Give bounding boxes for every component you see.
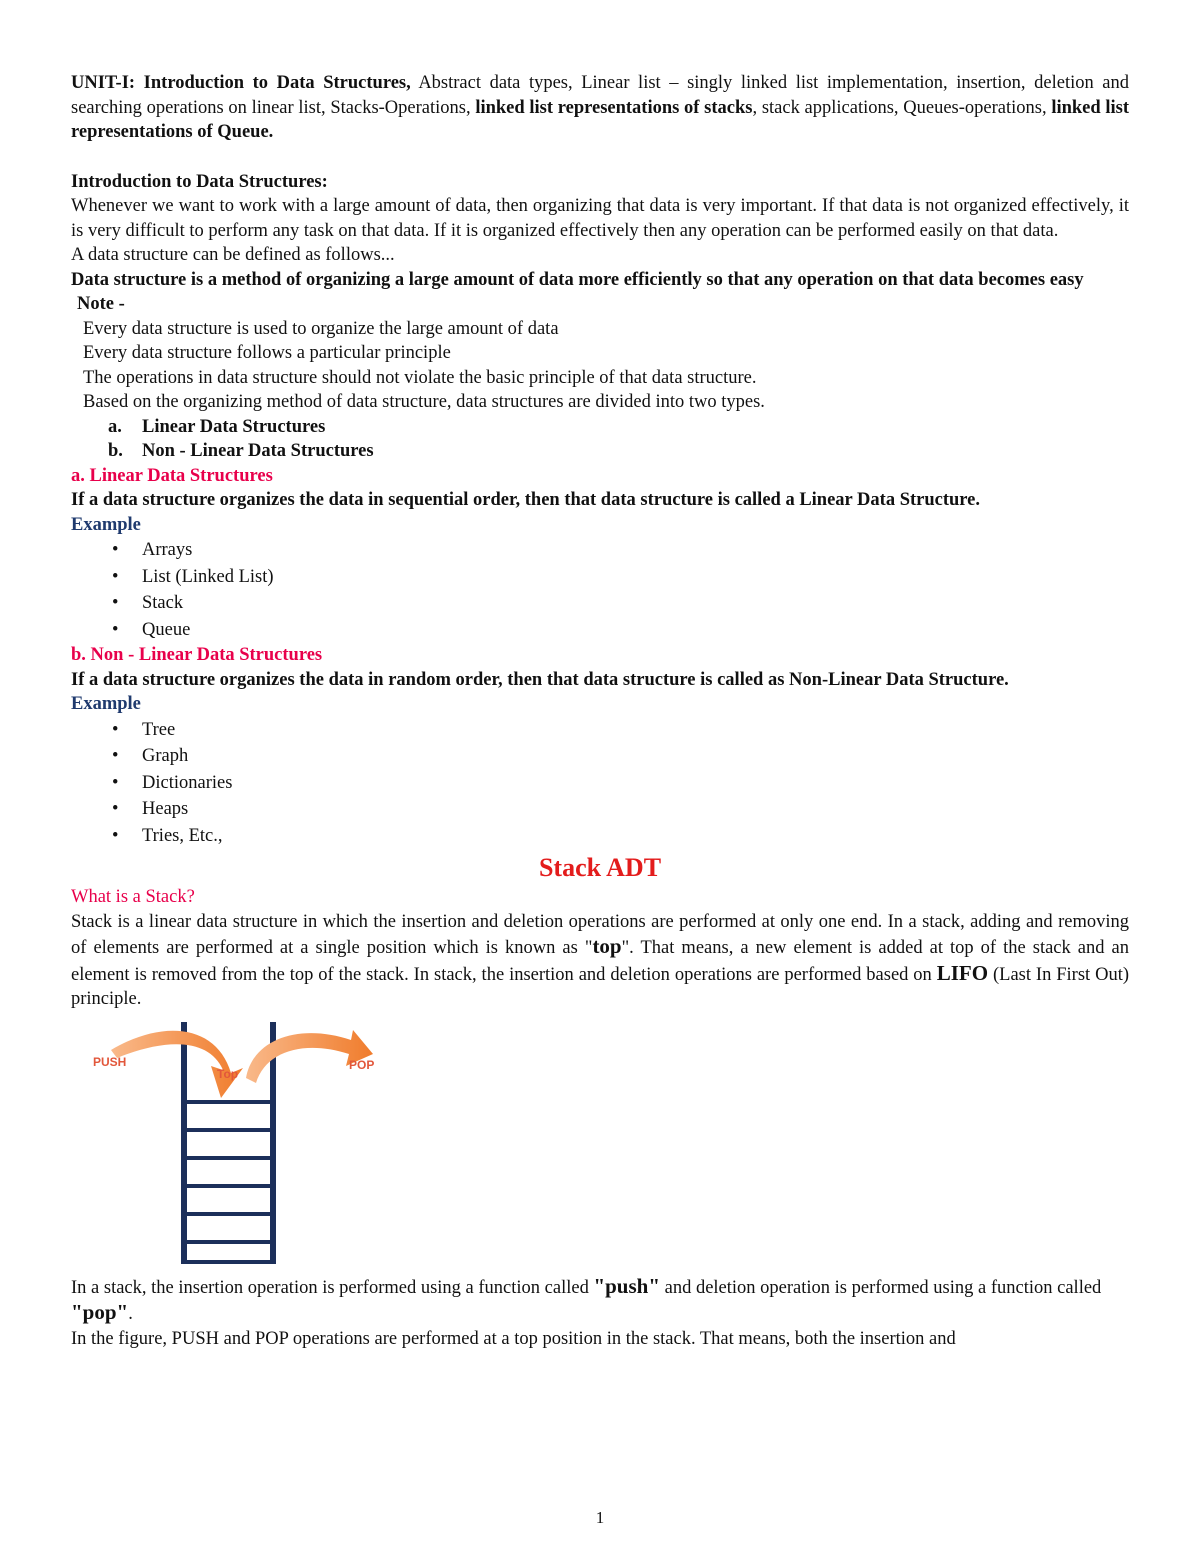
document-page bbox=[71, 71, 1129, 1351]
unit-bold-2: linked list representations of Queue. bbox=[71, 97, 1130, 142]
note-item-1: Every data structure is used to organize the large amount of data bbox=[83, 318, 559, 339]
push-pop-paragraph: In a stack, the insertion operation is performed using a function called "push" and deletion operation is performed using a function called "pop". bbox=[71, 1273, 1102, 1324]
unit-syllabus bbox=[71, 71, 1129, 145]
list-item: • List (Linked List) bbox=[142, 564, 1129, 591]
push-arrow-icon bbox=[111, 1030, 243, 1097]
push-label: PUSH bbox=[93, 1054, 127, 1069]
unit-label: UNIT-I: bbox=[71, 73, 136, 93]
unit-text-2: , stack applications, Queues-operations, bbox=[752, 97, 1052, 118]
ladder-left-rail bbox=[181, 1022, 187, 1262]
linear-definition: If a data structure organizes the data in sequential order, then that data structure is called a Linear Data Structure. bbox=[71, 490, 981, 510]
type-item-linear: a. Linear Data Structures bbox=[108, 416, 326, 437]
stack-adt-title: Stack ADT bbox=[538, 853, 662, 882]
note-item-4: Based on the organizing method of data structure, data structures are divided into two types. bbox=[83, 392, 765, 412]
figure-explanation: In the figure, PUSH and POP operations are performed at a top position in the stack. That means, both the insertion and bbox=[71, 1328, 956, 1349]
note-label: Note - bbox=[77, 294, 125, 314]
stack-paragraph: Stack is a linear data structure in which the insertion and deletion operations are performed at only one end. In a stack, adding and removing of elements are performed at a single position which is known as "top". That means, a new element is added at top of the stack and an element is removed from the top of the stack. In stack, the insertion and deletion operations are performed based on LIFO (Last In First Out) principle. bbox=[71, 911, 1129, 1009]
note-item-2: Every data structure follows a particular principle bbox=[83, 343, 451, 363]
stack-figure bbox=[71, 1018, 471, 1268]
stack-ladder-diagram bbox=[71, 1018, 471, 1268]
intro-heading: Introduction to Data Structures: bbox=[71, 171, 328, 192]
list-item: • Arrays bbox=[142, 537, 1129, 564]
unit-bold-1: linked list representations of stacks bbox=[475, 97, 753, 118]
pop-label: POP bbox=[349, 1057, 375, 1072]
stack-question: What is a Stack? bbox=[71, 887, 195, 907]
intro-define-line: A data structure can be defined as follows... bbox=[71, 245, 395, 265]
page-number: 1 bbox=[595, 1508, 605, 1527]
linear-examples-list bbox=[71, 537, 1129, 643]
list-item: • Tries, Etc., bbox=[142, 823, 1129, 850]
list-item: • Tree bbox=[142, 717, 1129, 744]
lifo-keyword: LIFO bbox=[936, 960, 989, 985]
list-item: • Queue bbox=[142, 617, 1129, 644]
nonlinear-definition: If a data structure organizes the data in random order, then that data structure is called as Non-Linear Data Structure. bbox=[71, 669, 1009, 690]
pop-keyword: "pop" bbox=[71, 1300, 129, 1324]
list-item: • Dictionaries bbox=[142, 770, 1129, 797]
push-keyword: "push" bbox=[593, 1273, 660, 1298]
list-item: • Heaps bbox=[142, 796, 1129, 823]
list-item: • Graph bbox=[142, 743, 1129, 770]
types-list bbox=[71, 415, 1129, 464]
data-structure-definition: Data structure is a method of organizing a large amount of data more efficiently so that any operation on that data becomes easy bbox=[71, 269, 1084, 290]
linear-example-label: Example bbox=[71, 514, 141, 535]
nonlinear-examples-list bbox=[71, 717, 1129, 850]
pop-arrow-icon bbox=[246, 1030, 373, 1083]
nonlinear-example-label: Example bbox=[71, 694, 141, 714]
intro-paragraph: Whenever we want to work with a large amount of data, then organizing that data is very important. If that data is not organized effectively, it is very difficult to perform any task on that data. If it is organized effectively then any operation can be performed easily on that data. bbox=[71, 196, 1129, 241]
nonlinear-heading: b. Non - Linear Data Structures bbox=[71, 645, 323, 665]
type-item-nonlinear: b. Non - Linear Data Structures bbox=[108, 441, 374, 461]
ladder-rungs bbox=[181, 1100, 276, 1264]
list-item: • Stack bbox=[142, 590, 1129, 617]
unit-title: Introduction to Data Structures, bbox=[143, 73, 411, 93]
note-item-3: The operations in data structure should not violate the basic principle of that data structure. bbox=[83, 367, 757, 388]
linear-heading: a. Linear Data Structures bbox=[71, 465, 273, 486]
top-keyword: top bbox=[592, 934, 622, 958]
unit-text-1: Abstract data types, Linear list – singly linked list implementation, insertion, deletion and searching operations on linear list, Stacks-Operations, bbox=[71, 73, 1130, 118]
top-label: Top bbox=[217, 1066, 239, 1081]
